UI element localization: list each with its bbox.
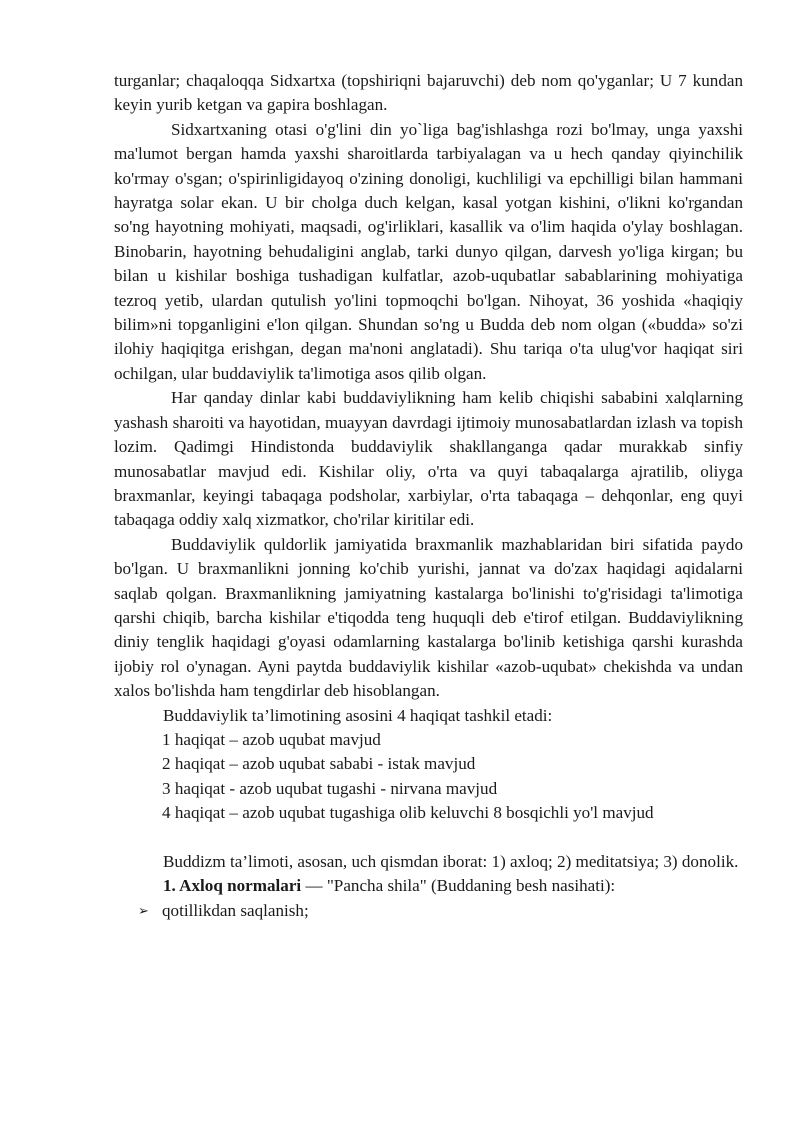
section-heading: 1. Axloq normalari	[163, 876, 302, 896]
paragraph-continuation: turganlar; chaqaloqqa Sidxartxa (topshiriqni bajaruvchi) deb nom qo'yganlar; U 7 kundan keyin yurib ketgan va gapira boshlagan.	[114, 71, 743, 115]
truths-intro: Buddaviylik ta’limotining asosini 4 haqiqat tashkil etadi:	[163, 705, 553, 725]
section-heading-rest: — "Pancha shila" (Buddaning besh nasihati):	[301, 876, 616, 896]
truth-item-1: 1 haqiqat – azob uqubat mavjud	[162, 729, 381, 749]
bullet-text: qotillikdan saqlanish;	[162, 900, 309, 920]
paragraph-origin: Har qanday dinlar kabi buddaviylikning ham kelib chiqishi sababini xalqlarning yashash sharoiti va hayotidan, muayyan davrdagi ijtimoiy munosabatlardan izlash va topish lozim. Qadimgi Hindistonda buddaviylik shakllanganga qadar murakkab sinfiy munosabatlar mavjud edi. Kishilar oliy, o'rta va quyi tabaqalarga ajratilib, oliyga braxmanlar, keyingi tabaqaga podsholar, xarbiylar, o'rta tabaqaga – dehqonlar, eng quyi tabaqaga oddiy xalq xizmatkor, cho'rilar kiritilar edi.	[114, 388, 743, 530]
bullet-item	[138, 899, 743, 923]
arrowhead-bullet-icon: ➢	[138, 902, 149, 918]
truth-item-3: 3 haqiqat - azob uqubat tugashi - nirvana mavjud	[162, 778, 498, 798]
paragraph-slavery-society: Buddaviylik quldorlik jamiyatida braxmanlik mazhablaridan biri sifatida paydo bo'lgan. U braxmanlikni jonning ko'chib yurishi, jannat va do'zax haqidagi aqidalarni saqlab qolgan. Braxmanlikning jamiyatning kastalarga bo'linishi to'g'risidagi ta'limotiga qarshi chiqib, barcha kishilar e'tiqodda teng huquqli deb e'tirof etilgan. Buddaviylikning diniy tenglik haqidagi g'oyasi odamlarning kastalarga bo'linib ketishiga qarshi kurashda ijobiy rol o'ynagan. Ayni paytda buddaviylik kishilar «azob-uqubat» chekishda va undan xalos bo'lishda ham tengdirlar deb hisoblangan.	[114, 534, 743, 701]
paragraph-sidxartxa: Sidxartxaning otasi o'g'lini din yo`liga bag'ishlashga rozi bo'lmay, unga yaxshi ma'lumot bergan hamda yaxshi sharoitlarda tarbiyalagan va u hech qanday qiyinchilik ko'rmay o'sgan; o'spirinligidayoq o'zining donoligi, kuchliligi va epchilligi bilan hammani hayratga solar ekan. U bir cholga duch kelgan, kasal yotgan kishini, o'likni ko'rgandan so'ng hayotning mohiyati, maqsadi, og'irliklari, kasallik va o'lim haqida o'ylay boshlagan. Binobarin, hayotning behudaligini anglab, tarki dunyo qilgan, darvesh yo'liga kirgan; bu bilan u kishilar boshiga tushadigan kulfatlar, azob-uqubatlar sabablarining mohiyatiga tezroq yetib, ulardan qutulish yo'lini topmoqchi bo'lgan. Nihoyat, 36 yoshida «haqiqiy bilim»ni topganligini e'lon qilgan. Shundan so'ng u Budda deb nom olgan («budda» so'zi ilohiy haqiqitga erishgan, degan ma'noni anglatadi). Shu tariqa o'ta ulug'vor haqiqat siri ochilgan, ular buddaviylik ta'limotiga asos qilib olgan.	[114, 119, 743, 383]
teaching-paragraph: Buddizm ta’limoti, asosan, uch qismdan iborat: 1) axloq; 2) meditatsiya; 3) donolik.	[163, 851, 739, 871]
truth-item-4: 4 haqiqat – azob uqubat tugashiga olib keluvchi 8 bosqichli yo'l mavjud	[162, 803, 654, 823]
blank-line	[114, 826, 743, 850]
truth-item-2: 2 haqiqat – azob uqubat sababi - istak mavjud	[162, 754, 476, 774]
section-heading-line	[114, 874, 743, 898]
